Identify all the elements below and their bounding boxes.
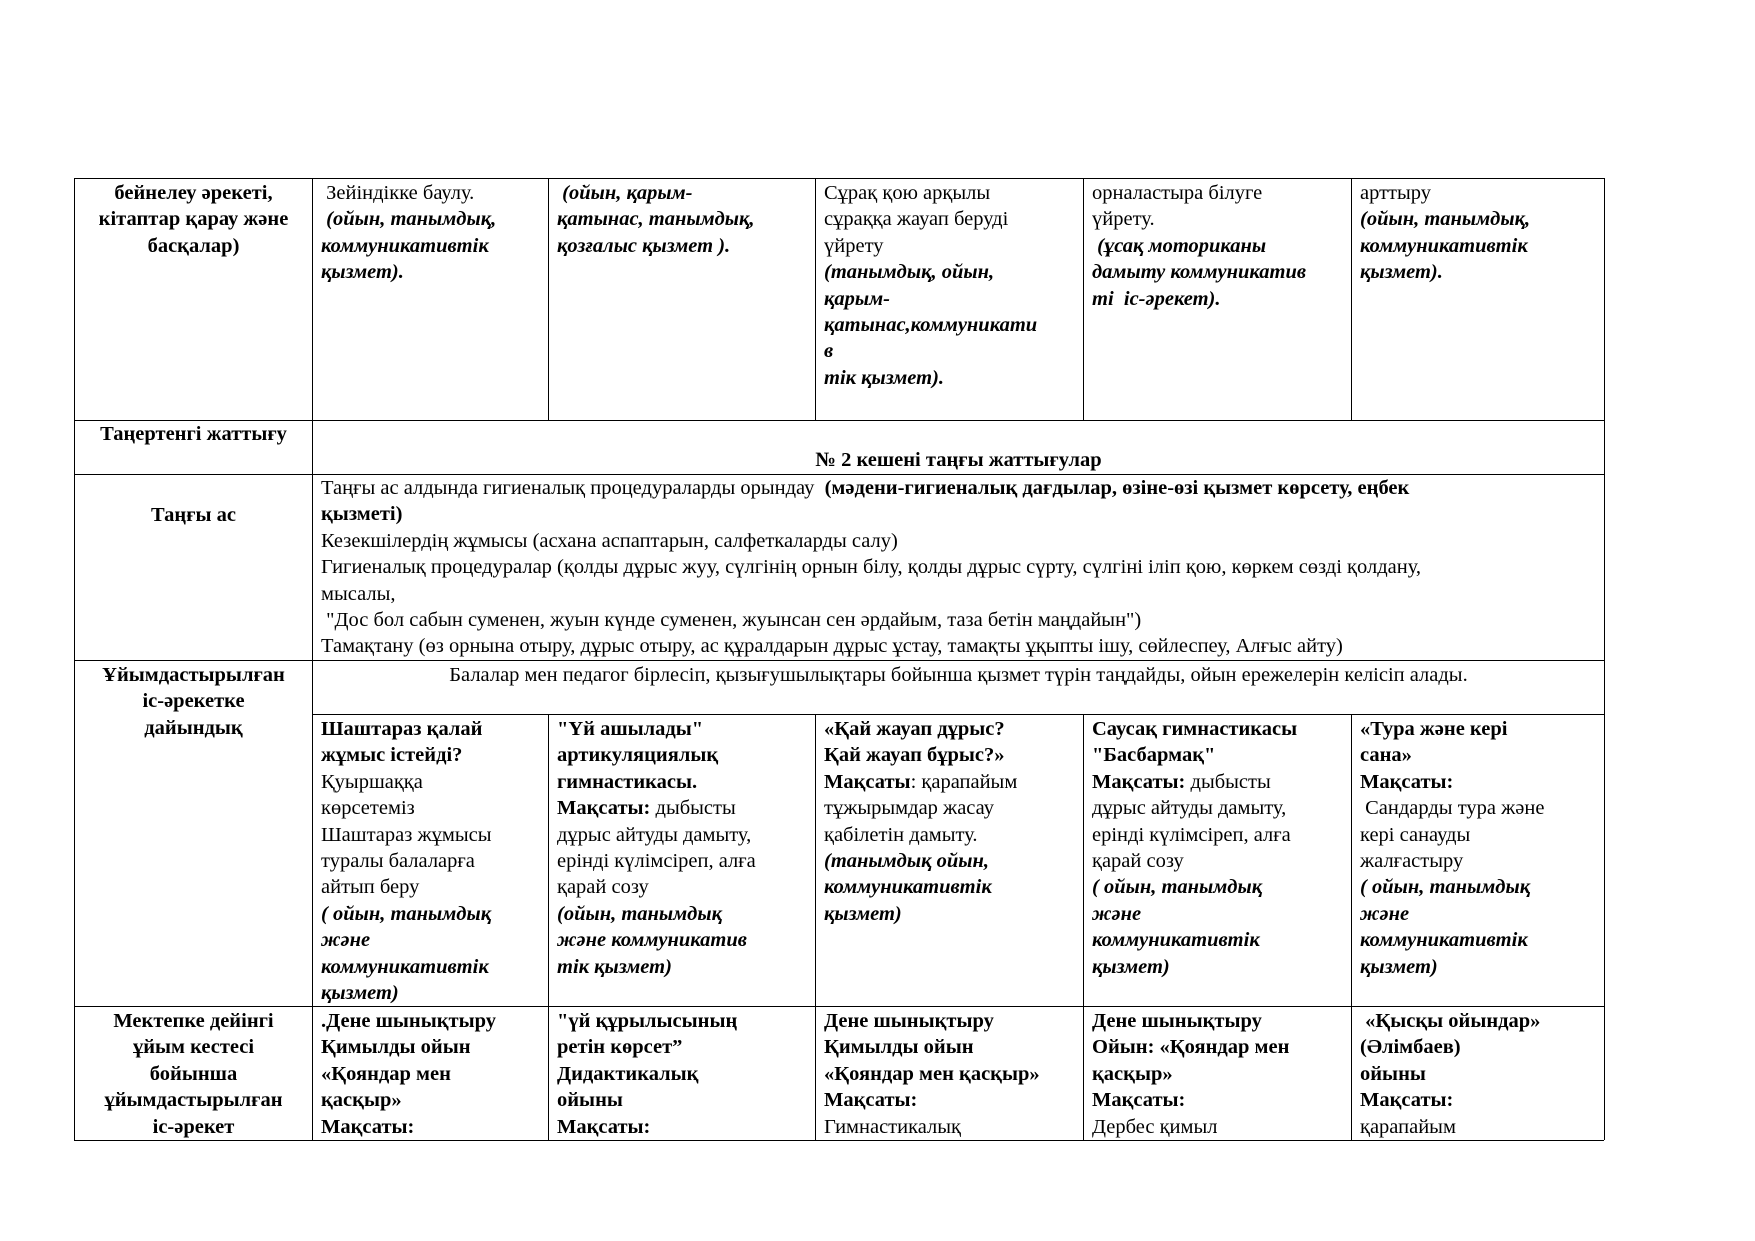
row1-col3 bbox=[816, 180, 1083, 391]
text-line bbox=[557, 716, 807, 742]
text-line bbox=[824, 848, 1075, 874]
row4-col2 bbox=[549, 716, 815, 980]
text-span: қатынас, танымдық, bbox=[557, 208, 755, 231]
text-span: Мақсаты: bbox=[1092, 770, 1191, 793]
row4-label bbox=[75, 662, 312, 741]
text-line bbox=[557, 848, 807, 874]
text-line bbox=[557, 769, 807, 795]
text-line bbox=[1092, 1034, 1343, 1060]
text-span: қатынас,коммуникати bbox=[824, 314, 1038, 337]
morning-exercise-title bbox=[313, 447, 1604, 473]
row-divider-5 bbox=[74, 1006, 1604, 1007]
text-span: Мақсаты: bbox=[1092, 1089, 1186, 1112]
text-span: «Қай жауап дұрыс? bbox=[824, 718, 1005, 740]
text-line bbox=[1092, 716, 1343, 742]
text-span: "үй құрылысының bbox=[557, 1010, 738, 1032]
text-span: ойыны bbox=[1360, 1062, 1426, 1085]
text-span: Дербес қимыл bbox=[1092, 1115, 1218, 1138]
breakfast-content bbox=[313, 475, 1604, 660]
text-line bbox=[1360, 233, 1596, 259]
text-line bbox=[824, 286, 1075, 312]
text-line bbox=[824, 769, 1075, 795]
text-span: Мақсаты: bbox=[1360, 1089, 1454, 1112]
text-line bbox=[824, 901, 1075, 927]
text-span: қызмет). bbox=[321, 261, 404, 284]
text-span: Қай жауап бұрыс?» bbox=[824, 744, 1005, 767]
text-span: тік қызмет). bbox=[824, 366, 945, 389]
text-line bbox=[824, 795, 1075, 821]
text-line bbox=[1092, 1061, 1343, 1087]
text-span: коммуникативтік bbox=[824, 876, 992, 899]
text-line bbox=[824, 206, 1075, 232]
text-line bbox=[1092, 874, 1343, 900]
text-line bbox=[1092, 901, 1343, 927]
row1-col5 bbox=[1352, 180, 1604, 286]
text-line bbox=[824, 233, 1075, 259]
row4-col4 bbox=[1084, 716, 1351, 980]
text-line bbox=[321, 769, 540, 795]
text-line bbox=[824, 716, 1075, 742]
text-line: "Дос бол сабын суменен, жуын күнде суменен, жуынсан сен әрдайым, таза бетін маңдайын") bbox=[321, 609, 1142, 632]
text-span: қозғалыс қызмет ). bbox=[557, 234, 731, 257]
text-span: орналастыра білуге bbox=[1092, 182, 1263, 204]
text-span: қабілетін дамыту. bbox=[824, 823, 978, 846]
text-line: Кезекшілердің жұмысы (асхана аспаптарын, салфеткаларды салу) bbox=[321, 529, 898, 552]
text-span: Мақсаты: bbox=[557, 797, 656, 820]
text-line bbox=[1360, 901, 1596, 927]
text-line bbox=[321, 822, 540, 848]
text-span: қызмет) bbox=[1360, 955, 1438, 978]
text-line: іс-әрекет bbox=[152, 1115, 235, 1138]
text-span: қарапайым bbox=[1360, 1115, 1456, 1138]
row5-col3 bbox=[816, 1008, 1083, 1140]
text-span: және bbox=[321, 929, 371, 952]
text-span: Сандарды тура және bbox=[1360, 797, 1545, 820]
text-span: «Қояндар мен қасқыр» bbox=[824, 1062, 1040, 1085]
text-line bbox=[557, 1114, 807, 1140]
text-line bbox=[824, 1034, 1075, 1060]
text-line bbox=[1092, 954, 1343, 980]
text-line bbox=[1092, 1087, 1343, 1113]
text-line: Таңғы ас bbox=[150, 504, 236, 526]
text-line: дайындық bbox=[144, 716, 243, 739]
text-line bbox=[1360, 1008, 1596, 1034]
text-line: қызметі) bbox=[321, 503, 403, 526]
text-span: үйрету. bbox=[1092, 208, 1155, 231]
row4-col1 bbox=[313, 716, 548, 1006]
text-line: басқалар) bbox=[147, 234, 240, 257]
text-line bbox=[1360, 716, 1596, 742]
text-line bbox=[321, 259, 540, 285]
text-line bbox=[321, 1061, 540, 1087]
text-span: Ойын: «Қояндар мен bbox=[1092, 1036, 1290, 1059]
text-span: қасқыр» bbox=[321, 1089, 402, 1112]
row-divider-3 bbox=[74, 660, 1604, 661]
row1-col1 bbox=[313, 180, 548, 286]
text-span: Зейіндікке баулу. bbox=[321, 182, 475, 204]
text-line bbox=[1360, 927, 1596, 953]
text-span: "Үй ашылады" bbox=[557, 718, 704, 740]
text-span: (ойын, қарым- bbox=[557, 182, 693, 204]
text-span: коммуникативтік bbox=[1360, 234, 1528, 257]
text-span: Шаштараз жұмысы bbox=[321, 823, 492, 846]
text-span: гимнастикасы. bbox=[557, 770, 698, 793]
text-line bbox=[1360, 1034, 1596, 1060]
text-line: ұйымдастырылған bbox=[104, 1089, 283, 1112]
text-line bbox=[557, 822, 807, 848]
table-border-top bbox=[74, 178, 1604, 179]
text-span: ( ойын, танымдық bbox=[321, 902, 492, 925]
text-line bbox=[824, 365, 1075, 391]
table-border-right bbox=[1604, 178, 1605, 1140]
text-span: көрсетеміз bbox=[321, 797, 415, 820]
text-span: Қуыршаққа bbox=[321, 770, 423, 793]
text-span: ойыны bbox=[557, 1089, 623, 1112]
text-span: Қимылды ойын bbox=[824, 1036, 974, 1059]
text-span: (танымдық, ойын, bbox=[824, 261, 995, 284]
text-line bbox=[1092, 233, 1343, 259]
text-span: (мәдени-гигиеналық дағдылар, өзіне-өзі қызмет көрсету, еңбек bbox=[824, 477, 1410, 499]
text-span: ті іс-әрекет). bbox=[1092, 287, 1221, 310]
text-span: коммуникативтік bbox=[1092, 929, 1260, 952]
text-line: бойынша bbox=[149, 1062, 238, 1085]
text-line bbox=[824, 180, 1075, 206]
row5-col4 bbox=[1084, 1008, 1351, 1140]
text-span: және коммуникатив bbox=[557, 929, 747, 952]
text-line bbox=[321, 475, 1596, 501]
text-span: (ұсақ моториканы bbox=[1092, 234, 1267, 257]
text-line: мысалы, bbox=[321, 582, 396, 605]
text-line bbox=[321, 874, 540, 900]
text-line bbox=[1092, 927, 1343, 953]
text-line bbox=[1092, 286, 1343, 312]
text-span: коммуникативтік bbox=[1360, 929, 1528, 952]
text-line bbox=[557, 1087, 807, 1113]
text-span: жұмыс істейді? bbox=[321, 744, 463, 767]
text-span: .Дене шынықтыру bbox=[321, 1010, 497, 1032]
text-span: дамыту коммуникатив bbox=[1092, 261, 1307, 284]
text-line bbox=[1360, 1061, 1596, 1087]
text-span: қызмет) bbox=[321, 982, 399, 1005]
text-line: Таңертенгі жаттығу bbox=[100, 423, 287, 445]
text-line bbox=[557, 180, 807, 206]
text-span: дыбысты bbox=[655, 797, 736, 820]
text-line bbox=[1092, 206, 1343, 232]
text-line bbox=[824, 1061, 1075, 1087]
text-span: қасқыр» bbox=[1092, 1062, 1173, 1085]
text-span: "Басбармақ" bbox=[1092, 744, 1216, 767]
text-line bbox=[1092, 1114, 1343, 1140]
text-span: (ойын, танымдық, bbox=[321, 208, 497, 231]
text-line bbox=[1360, 1114, 1596, 1140]
text-span: «Тура және кері bbox=[1360, 718, 1508, 740]
text-span: «Қысқы ойындар» bbox=[1360, 1010, 1541, 1032]
text-line bbox=[321, 1114, 540, 1140]
text-span: Мақсаты: bbox=[1360, 770, 1454, 793]
text-span: Дене шынықтыру bbox=[1092, 1010, 1262, 1032]
text-span: дұрыс айтуды дамыту, bbox=[557, 823, 752, 846]
text-span: Мақсаты: bbox=[824, 1089, 918, 1112]
text-span: Мақсаты: bbox=[557, 1115, 651, 1138]
text-span: (танымдық ойын, bbox=[824, 850, 989, 873]
text-span: Гимнастикалық bbox=[824, 1115, 962, 1138]
text-line bbox=[557, 1008, 807, 1034]
text-line bbox=[1360, 954, 1596, 980]
table-border-bottom bbox=[74, 1140, 1604, 1141]
text-line: кітаптар қарау және bbox=[98, 208, 289, 231]
text-line bbox=[1360, 822, 1596, 848]
text-line bbox=[321, 901, 540, 927]
text-span: (ойын, танымдық bbox=[557, 902, 722, 925]
text-line bbox=[1360, 874, 1596, 900]
preparation-summary bbox=[313, 662, 1604, 688]
text-span: Мақсаты bbox=[824, 770, 911, 793]
text-line bbox=[824, 338, 1075, 364]
text-span: сұраққа жауап беруді bbox=[824, 208, 1009, 231]
row5-col1 bbox=[313, 1008, 548, 1140]
text-line bbox=[557, 901, 807, 927]
text-line: Балалар мен педагог бірлесіп, қызығушылықтары бойынша қызмет түрін таңдайды, ойын ережелерін келісіп алады. bbox=[449, 664, 1468, 686]
text-line bbox=[557, 795, 807, 821]
text-span: Дене шынықтыру bbox=[824, 1010, 994, 1032]
text-line bbox=[557, 233, 807, 259]
text-line: іс-әрекетке bbox=[142, 690, 245, 713]
text-line bbox=[557, 1061, 807, 1087]
text-span: қызмет) bbox=[824, 902, 902, 925]
text-line: Мектепке дейінгі bbox=[113, 1010, 274, 1032]
text-span: арттыру bbox=[1360, 182, 1431, 204]
table-border-left bbox=[74, 178, 75, 1140]
text-line bbox=[321, 206, 540, 232]
text-line bbox=[321, 980, 540, 1006]
text-span: қызмет). bbox=[1360, 261, 1443, 284]
text-line bbox=[824, 742, 1075, 768]
text-line bbox=[824, 874, 1075, 900]
text-line bbox=[824, 259, 1075, 285]
text-span: в bbox=[824, 340, 834, 363]
text-line bbox=[557, 927, 807, 953]
text-line bbox=[557, 1034, 807, 1060]
text-line bbox=[1092, 769, 1343, 795]
text-line: № 2 кешені таңғы жаттығулар bbox=[815, 449, 1102, 471]
text-span: ( ойын, танымдық bbox=[1092, 876, 1263, 899]
text-span: туралы балаларға bbox=[321, 850, 475, 873]
text-span: қарай созу bbox=[1092, 850, 1184, 873]
text-line bbox=[1092, 180, 1343, 206]
text-span: айтып беру bbox=[321, 876, 420, 899]
text-span: тұжырымдар жасау bbox=[824, 797, 994, 820]
text-line bbox=[1360, 795, 1596, 821]
text-span: сана» bbox=[1360, 744, 1412, 767]
text-span: және bbox=[1092, 902, 1142, 925]
text-line bbox=[557, 874, 807, 900]
row3-label bbox=[75, 502, 312, 528]
row1-col4 bbox=[1084, 180, 1351, 312]
text-line bbox=[321, 742, 540, 768]
text-span: ерінді күлімсіреп, алға bbox=[557, 850, 756, 873]
text-line bbox=[1092, 848, 1343, 874]
text-span: Саусақ гимнастикасы bbox=[1092, 718, 1298, 740]
text-span: коммуникативтік bbox=[321, 955, 489, 978]
text-line bbox=[1360, 848, 1596, 874]
text-span: : қарапайым bbox=[910, 770, 1018, 793]
text-span: кері санауды bbox=[1360, 823, 1471, 846]
text-line bbox=[1360, 1087, 1596, 1113]
text-span: Қимылды ойын bbox=[321, 1036, 471, 1059]
text-line bbox=[824, 1008, 1075, 1034]
text-span: Таңғы ас алдында гигиеналық процедураларды орындау bbox=[321, 477, 825, 499]
text-line: бейнелеу әрекеті, bbox=[114, 182, 273, 204]
text-span: қарым- bbox=[824, 287, 890, 310]
text-span: Сұрақ қою арқылы bbox=[824, 182, 991, 204]
text-line: ұйым кестесі bbox=[132, 1036, 255, 1059]
row1-label bbox=[75, 180, 312, 259]
text-span: Шаштараз қалай bbox=[321, 718, 483, 740]
text-line bbox=[321, 848, 540, 874]
text-span: артикуляциялық bbox=[557, 744, 719, 767]
text-line bbox=[1360, 769, 1596, 795]
text-span: үйрету bbox=[824, 234, 884, 257]
text-line bbox=[824, 1087, 1075, 1113]
text-span: тік қызмет) bbox=[557, 955, 672, 978]
text-line bbox=[321, 233, 540, 259]
text-line bbox=[321, 927, 540, 953]
text-line bbox=[1360, 180, 1596, 206]
text-line bbox=[321, 1087, 540, 1113]
text-line bbox=[1092, 1008, 1343, 1034]
text-line bbox=[1360, 742, 1596, 768]
text-span: ретін көрсет” bbox=[557, 1036, 683, 1059]
text-line bbox=[1092, 259, 1343, 285]
row-divider-4a bbox=[312, 714, 1604, 715]
text-line bbox=[321, 1008, 540, 1034]
text-span: коммуникативтік bbox=[321, 234, 489, 257]
text-span: (Әлімбаев) bbox=[1360, 1036, 1461, 1059]
text-line bbox=[1092, 742, 1343, 768]
row5-col2 bbox=[549, 1008, 815, 1140]
row1-col2 bbox=[549, 180, 815, 259]
text-line bbox=[557, 206, 807, 232]
text-line: Ұйымдастырылған bbox=[102, 664, 285, 686]
text-line bbox=[1360, 259, 1596, 285]
text-span: ерінді күлімсіреп, алға bbox=[1092, 823, 1291, 846]
row5-label bbox=[75, 1008, 312, 1140]
text-span: Дидактикалық bbox=[557, 1062, 699, 1085]
text-line bbox=[1092, 795, 1343, 821]
text-span: және bbox=[1360, 902, 1410, 925]
text-line bbox=[557, 742, 807, 768]
text-span: қызмет) bbox=[1092, 955, 1170, 978]
text-span: «Қояндар мен bbox=[321, 1062, 451, 1085]
text-line bbox=[321, 954, 540, 980]
text-span: жалғастыру bbox=[1360, 850, 1464, 873]
text-line bbox=[1360, 206, 1596, 232]
text-line bbox=[557, 954, 807, 980]
text-line: Тамақтану (өз орнына отыру, дұрыс отыру, ас құралдарын дұрыс ұстау, тамақты ұқыпты ішу, сөйлеспеу, Алғыс айту) bbox=[321, 635, 1343, 658]
text-span: (ойын, танымдық, bbox=[1360, 208, 1531, 231]
text-span: қарай созу bbox=[557, 876, 649, 899]
text-line bbox=[321, 716, 540, 742]
text-span: дыбысты bbox=[1190, 770, 1271, 793]
row2-label bbox=[75, 421, 312, 447]
text-line bbox=[824, 312, 1075, 338]
row4-col3 bbox=[816, 716, 1083, 927]
text-line: Гигиеналық процедуралар (қолды дұрыс жуу, сүлгінің орнын білу, қолды дұрыс сүрту, сүлгіні іліп қою, көркем сөзді қолдану, bbox=[321, 556, 1422, 579]
text-line bbox=[824, 822, 1075, 848]
text-span: дұрыс айтуды дамыту, bbox=[1092, 797, 1287, 820]
row5-col5 bbox=[1352, 1008, 1604, 1140]
text-line bbox=[321, 180, 540, 206]
text-span: Мақсаты: bbox=[321, 1115, 415, 1138]
text-line bbox=[321, 1034, 540, 1060]
text-line bbox=[1092, 822, 1343, 848]
text-line bbox=[824, 1114, 1075, 1140]
text-span: ( ойын, танымдық bbox=[1360, 876, 1531, 899]
row4-col5 bbox=[1352, 716, 1604, 980]
text-line bbox=[321, 795, 540, 821]
